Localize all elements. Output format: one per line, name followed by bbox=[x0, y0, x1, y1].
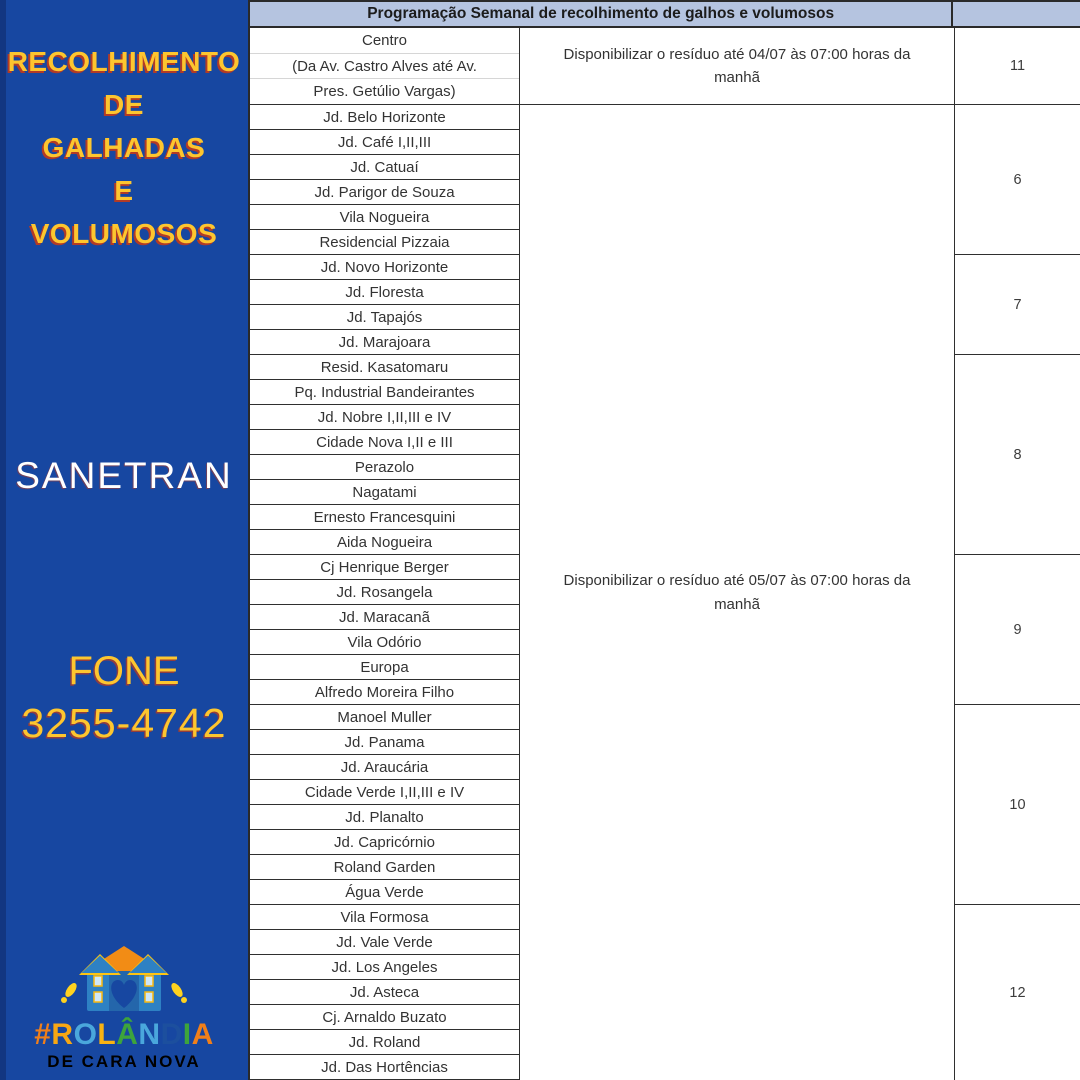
neighborhood-cell: Cidade Verde I,II,III e IV bbox=[250, 780, 520, 805]
neighborhood-cell: Jd. Roland bbox=[250, 1030, 520, 1055]
neighborhood-cell: Europa bbox=[250, 655, 520, 680]
neighborhood-cell: Jd. Panama bbox=[250, 730, 520, 755]
neighborhood-cell: Nagatami bbox=[250, 480, 520, 505]
neighborhood-cell: Jd. Parigor de Souza bbox=[250, 180, 520, 205]
logo-letter: A bbox=[191, 1018, 214, 1051]
neighborhood-cell: Jd. Asteca bbox=[250, 980, 520, 1005]
neighborhood-line: Centro bbox=[250, 28, 519, 54]
neighborhood-cell: Alfredo Moreira Filho bbox=[250, 680, 520, 705]
neighborhood-cell: Jd. Belo Horizonte bbox=[250, 105, 520, 130]
neighborhood-cell: Jd. Nobre I,II,III e IV bbox=[250, 405, 520, 430]
logo-letter: L bbox=[97, 1018, 117, 1051]
neighborhood-cell: Jd. Planalto bbox=[250, 805, 520, 830]
neighborhood-cell bbox=[250, 28, 520, 105]
day-number-cell: 11 bbox=[955, 28, 1080, 105]
neighborhood-cell: Aida Nogueira bbox=[250, 530, 520, 555]
rolandia-logo bbox=[0, 942, 248, 1072]
neighborhood-cell: Vila Odório bbox=[250, 630, 520, 655]
table-body bbox=[248, 28, 1080, 1080]
sidebar bbox=[0, 0, 248, 1080]
phone-number: 3255-4742 bbox=[21, 700, 227, 746]
logo-letter: Â bbox=[116, 1018, 139, 1051]
poster-title-line: VOLUMOSOS bbox=[30, 218, 218, 249]
poster-title-line: GALHADAS bbox=[42, 132, 206, 163]
neighborhood-cell: Cj. Arnaldo Buzato bbox=[250, 1005, 520, 1030]
logo-letter: # bbox=[34, 1018, 52, 1051]
table-header-row bbox=[248, 0, 1080, 28]
neighborhood-cell: Jd. Araucária bbox=[250, 755, 520, 780]
company-name: SANETRAN bbox=[15, 455, 233, 496]
logo-hashtag-word bbox=[0, 1020, 248, 1050]
table-title: Programação Semanal de recolhimento de galhos e volumosos bbox=[250, 2, 953, 28]
neighborhood-cell: Perazolo bbox=[250, 455, 520, 480]
neighborhood-line: Pres. Getúlio Vargas) bbox=[313, 83, 456, 101]
neighborhood-cell: Roland Garden bbox=[250, 855, 520, 880]
neighborhood-cell: Jd. Tapajós bbox=[250, 305, 520, 330]
neighborhood-cell: Vila Formosa bbox=[250, 905, 520, 930]
day-number-cell: 9 bbox=[955, 555, 1080, 705]
poster-title-line: DE bbox=[104, 89, 144, 120]
day-number-cell: 8 bbox=[955, 355, 1080, 555]
poster-title-line: E bbox=[114, 175, 134, 206]
instruction-cell: Disponibilizar o resíduo até 05/07 às 07:00 horas da manhã bbox=[520, 105, 955, 1080]
neighborhood-cell: Vila Nogueira bbox=[250, 205, 520, 230]
neighborhood-cell: Jd. Maracanã bbox=[250, 605, 520, 630]
neighborhood-cell: Jd. Capricórnio bbox=[250, 830, 520, 855]
neighborhood-cell: Jd. Marajoara bbox=[250, 330, 520, 355]
logo-letter: O bbox=[73, 1018, 98, 1051]
neighborhood-cell: Jd. Café I,II,III bbox=[250, 130, 520, 155]
table-day-header-cell bbox=[953, 2, 1080, 28]
logo-letter: N bbox=[138, 1018, 161, 1051]
day-number-cell: 7 bbox=[955, 255, 1080, 355]
neighborhood-cell: Água Verde bbox=[250, 880, 520, 905]
neighborhood-cell: Jd. Das Hortências bbox=[250, 1055, 520, 1080]
day-number-cell: 12 bbox=[955, 905, 1080, 1080]
neighborhood-cell: Jd. Catuaí bbox=[250, 155, 520, 180]
neighborhood-cell: Manoel Muller bbox=[250, 705, 520, 730]
neighborhood-cell: Resid. Kasatomaru bbox=[250, 355, 520, 380]
neighborhood-cell: Residencial Pizzaia bbox=[250, 230, 520, 255]
neighborhood-cell: Ernesto Francesquini bbox=[250, 505, 520, 530]
logo-house-icon bbox=[49, 942, 199, 1018]
neighborhood-cell: Pq. Industrial Bandeirantes bbox=[250, 380, 520, 405]
neighborhood-cell: Cidade Nova I,II e III bbox=[250, 430, 520, 455]
phone-block bbox=[0, 645, 248, 749]
neighborhood-cell: Jd. Novo Horizonte bbox=[250, 255, 520, 280]
poster-title-line: RECOLHIMENTO bbox=[7, 46, 241, 77]
phone-label: FONE bbox=[68, 649, 180, 693]
neighborhood-line: (Da Av. Castro Alves até Av. bbox=[250, 54, 519, 80]
instruction-cell: Disponibilizar o resíduo até 04/07 às 07:00 horas da manhã bbox=[520, 28, 955, 105]
day-number-cell: 6 bbox=[955, 105, 1080, 255]
neighborhood-cell: Jd. Vale Verde bbox=[250, 930, 520, 955]
neighborhood-cell: Cj Henrique Berger bbox=[250, 555, 520, 580]
poster-title bbox=[0, 40, 248, 255]
logo-letter: R bbox=[51, 1018, 74, 1051]
neighborhood-cell: Jd. Floresta bbox=[250, 280, 520, 305]
neighborhood-cell: Jd. Rosangela bbox=[250, 580, 520, 605]
logo-letter: D bbox=[160, 1018, 183, 1051]
schedule-table bbox=[248, 0, 1080, 1080]
logo-tagline: DE CARA NOVA bbox=[47, 1052, 201, 1071]
day-number-cell: 10 bbox=[955, 705, 1080, 905]
logo-letter: I bbox=[182, 1018, 192, 1051]
neighborhood-cell: Jd. Los Angeles bbox=[250, 955, 520, 980]
